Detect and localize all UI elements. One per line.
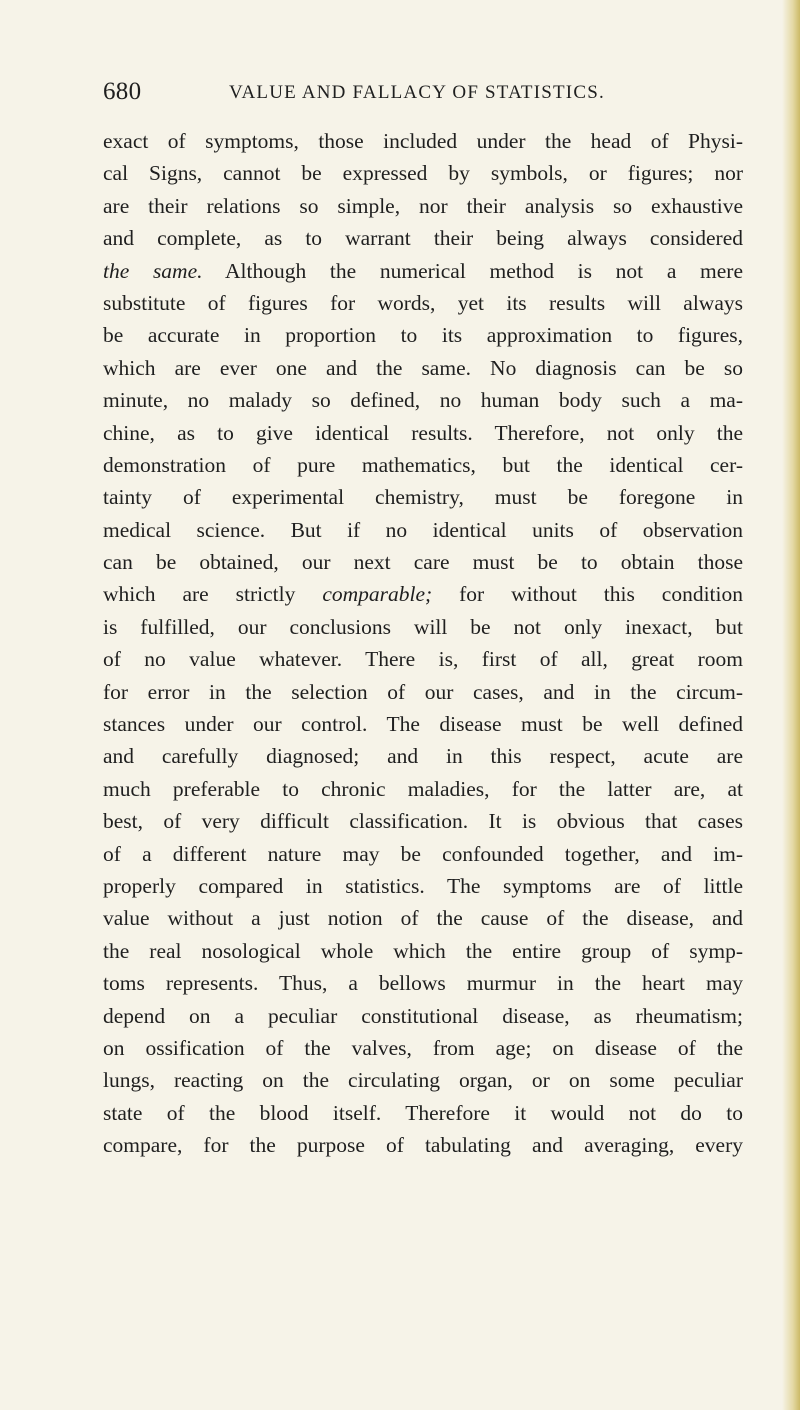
text-line — [103, 449, 743, 481]
text-line — [103, 352, 743, 384]
text-segment: is fulfilled, our conclusions will be not only inexact, but — [103, 614, 743, 639]
text-line — [103, 805, 743, 837]
text-line — [103, 676, 743, 708]
text-segment: tainty of experimental chemistry, must be foregone in — [103, 485, 743, 510]
text-line — [103, 1064, 743, 1096]
text-line — [103, 708, 743, 740]
text-line — [103, 481, 743, 513]
text-segment: on ossification of the valves, from age; on disease of the — [103, 1035, 743, 1060]
text-segment: of a different nature may be confounded together, and im- — [103, 841, 743, 866]
text-line — [103, 935, 743, 967]
text-line — [103, 870, 743, 902]
text-segment: value without a just notion of the cause of the disease, and — [103, 906, 743, 931]
text-segment: of no value whatever. There is, first of all, great room — [103, 647, 743, 672]
text-line — [103, 125, 743, 157]
text-line — [103, 384, 743, 416]
text-line — [103, 967, 743, 999]
page-edge-shadow — [782, 0, 800, 1410]
text-segment: compare, for the purpose of tabulating and averaging, every — [103, 1133, 743, 1158]
text-segment: minute, no malady so defined, no human body such a ma- — [103, 388, 743, 413]
text-line — [103, 643, 743, 675]
text-segment: medical science. But if no identical units of observation — [103, 517, 743, 542]
text-line — [103, 1032, 743, 1064]
text-segment: properly compared in statistics. The symptoms are of little — [103, 873, 743, 898]
text-segment: stances under our control. The disease must be well defined — [103, 712, 743, 737]
text-segment: exact of symptoms, those included under the head of Physi- — [103, 129, 743, 153]
text-line — [103, 902, 743, 934]
text-segment: which are ever one and the same. No diagnosis can be so — [103, 355, 743, 380]
text-segment: and carefully diagnosed; and in this respect, acute are — [103, 744, 743, 769]
text-segment: which are strictly — [103, 582, 323, 607]
running-title: VALUE AND FALLACY OF STATISTICS. — [229, 82, 605, 103]
italic-text: the same. — [103, 258, 203, 283]
text-line — [103, 157, 743, 189]
text-line — [103, 222, 743, 254]
text-line — [103, 546, 743, 578]
text-segment: toms represents. Thus, a bellows murmur in the heart may — [103, 971, 743, 996]
text-segment: Although the numerical method is not a mere — [202, 258, 744, 283]
text-segment: be accurate in proportion to its approximation to figures, — [103, 323, 743, 348]
italic-text: comparable; — [322, 582, 433, 607]
text-line — [103, 838, 743, 870]
text-line — [103, 319, 743, 351]
text-segment: best, of very difficult classification. It is obvious that cases — [103, 809, 743, 834]
text-segment: are their relations so simple, nor their analysis so exhaustive — [103, 193, 743, 218]
text-line — [103, 417, 743, 449]
page-header — [103, 78, 743, 118]
text-segment: demonstration of pure mathematics, but the identical cer- — [103, 452, 743, 477]
text-segment: for error in the selection of our cases, and in the circum- — [103, 679, 743, 704]
text-segment: lungs, reacting on the circulating organ, or on some peculiar — [103, 1068, 743, 1093]
text-segment: state of the blood itself. Therefore it would not do to — [103, 1100, 743, 1125]
body-text — [103, 125, 743, 1162]
page-number: 680 — [103, 78, 142, 105]
text-segment: chine, as to give identical results. Therefore, not only the — [103, 420, 743, 445]
text-line — [103, 255, 743, 287]
text-line — [103, 578, 743, 610]
text-segment: depend on a peculiar constitutional disease, as rheumatism; — [103, 1003, 743, 1028]
text-segment: and complete, as to warrant their being always considered — [103, 226, 743, 251]
text-line — [103, 740, 743, 772]
text-segment: cal Signs, cannot be expressed by symbols, or figures; nor — [103, 161, 743, 186]
text-line — [103, 773, 743, 805]
text-segment: for without this condition — [432, 582, 743, 607]
text-line — [103, 287, 743, 319]
text-segment: much preferable to chronic maladies, for the latter are, at — [103, 776, 743, 801]
text-line — [103, 514, 743, 546]
text-line — [103, 1129, 743, 1161]
text-line — [103, 1097, 743, 1129]
text-segment: substitute of figures for words, yet its results will always — [103, 290, 743, 315]
text-line — [103, 1000, 743, 1032]
text-line — [103, 190, 743, 222]
text-segment: the real nosological whole which the entire group of symp- — [103, 938, 743, 963]
text-segment: can be obtained, our next care must be to obtain those — [103, 550, 743, 575]
text-line — [103, 611, 743, 643]
